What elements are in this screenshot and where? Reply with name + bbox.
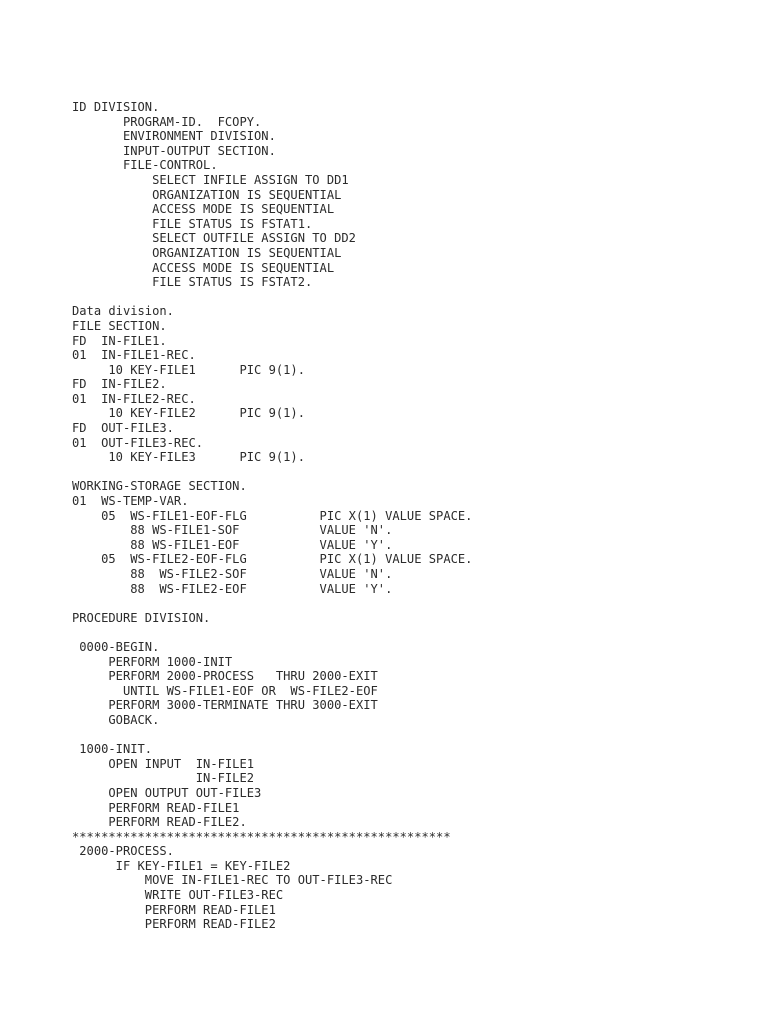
code-line: IN-FILE2 (72, 771, 255, 786)
code-line: 88 WS-FILE1-SOF VALUE 'N'. (72, 523, 393, 538)
code-line: UNTIL WS-FILE1-EOF OR WS-FILE2-EOF (72, 683, 378, 698)
code-line: 0000-BEGIN. (72, 639, 160, 654)
code-line: SELECT INFILE ASSIGN TO DD1 (72, 172, 349, 187)
code-line: 1000-INIT. (72, 742, 153, 757)
code-line: PERFORM 3000-TERMINATE THRU 3000-EXIT (72, 698, 378, 713)
code-line: PERFORM READ-FILE2 (72, 917, 276, 932)
code-line: PERFORM READ-FILE2. (72, 815, 247, 830)
code-line: IF KEY-FILE1 = KEY-FILE2 (72, 858, 291, 873)
code-line: OPEN INPUT IN-FILE1 (72, 756, 255, 771)
code-line (72, 290, 472, 305)
code-line: ENVIRONMENT DIVISION. (72, 129, 276, 144)
code-line: 01 IN-FILE1-REC. (72, 348, 196, 363)
code-line: FILE-CONTROL. (72, 158, 218, 173)
code-line: PROGRAM-ID. FCOPY. (72, 114, 262, 129)
code-line: 10 KEY-FILE3 PIC 9(1). (72, 450, 305, 465)
code-line: PERFORM READ-FILE1 (72, 800, 240, 815)
code-line: **************************************************** (72, 829, 451, 844)
code-line: GOBACK. (72, 712, 160, 727)
code-line: 05 WS-FILE1-EOF-FLG PIC X(1) VALUE SPACE. (72, 508, 473, 523)
code-line: PERFORM 2000-PROCESS THRU 2000-EXIT (72, 669, 378, 684)
cobol-source-listing (72, 100, 472, 932)
code-line: OPEN OUTPUT OUT-FILE3 (72, 785, 262, 800)
code-line (72, 625, 472, 640)
code-line (72, 728, 472, 743)
code-line: 01 WS-TEMP-VAR. (72, 494, 189, 509)
code-line: Data division. (72, 304, 174, 319)
code-line: PERFORM READ-FILE1 (72, 902, 276, 917)
code-line: FILE STATUS IS FSTAT2. (72, 275, 313, 290)
code-line: ACCESS MODE IS SEQUENTIAL (72, 202, 335, 217)
code-line: 10 KEY-FILE2 PIC 9(1). (72, 406, 305, 421)
code-line (72, 596, 472, 611)
code-line: SELECT OUTFILE ASSIGN TO DD2 (72, 231, 356, 246)
code-line: MOVE IN-FILE1-REC TO OUT-FILE3-REC (72, 873, 393, 888)
code-line: ORGANIZATION IS SEQUENTIAL (72, 187, 342, 202)
code-line: 2000-PROCESS. (72, 844, 174, 859)
code-line: 88 WS-FILE2-SOF VALUE 'N'. (72, 567, 393, 581)
code-line: PERFORM 1000-INIT (72, 654, 233, 669)
code-line: 88 WS-FILE1-EOF VALUE 'Y'. (72, 537, 393, 552)
code-line: FILE STATUS IS FSTAT1. (72, 216, 313, 231)
code-line: 05 WS-FILE2-EOF-FLG PIC X(1) VALUE SPACE. (72, 552, 473, 567)
code-line: FD OUT-FILE3. (72, 421, 174, 436)
code-line: ID DIVISION. (72, 100, 160, 114)
code-line: ORGANIZATION IS SEQUENTIAL (72, 245, 342, 260)
code-line: PROCEDURE DIVISION. (72, 610, 211, 625)
code-line: FD IN-FILE2. (72, 377, 167, 392)
code-line: ACCESS MODE IS SEQUENTIAL (72, 260, 335, 275)
code-line: 88 WS-FILE2-EOF VALUE 'Y'. (72, 581, 393, 596)
code-line: 10 KEY-FILE1 PIC 9(1). (72, 362, 305, 377)
code-line: INPUT-OUTPUT SECTION. (72, 143, 276, 158)
code-line: FD IN-FILE1. (72, 333, 167, 348)
code-line: WORKING-STORAGE SECTION. (72, 479, 247, 494)
code-line: 01 IN-FILE2-REC. (72, 391, 196, 406)
code-line (72, 465, 472, 480)
code-line: FILE SECTION. (72, 318, 167, 333)
code-line: WRITE OUT-FILE3-REC (72, 888, 284, 903)
code-line: 01 OUT-FILE3-REC. (72, 435, 204, 450)
